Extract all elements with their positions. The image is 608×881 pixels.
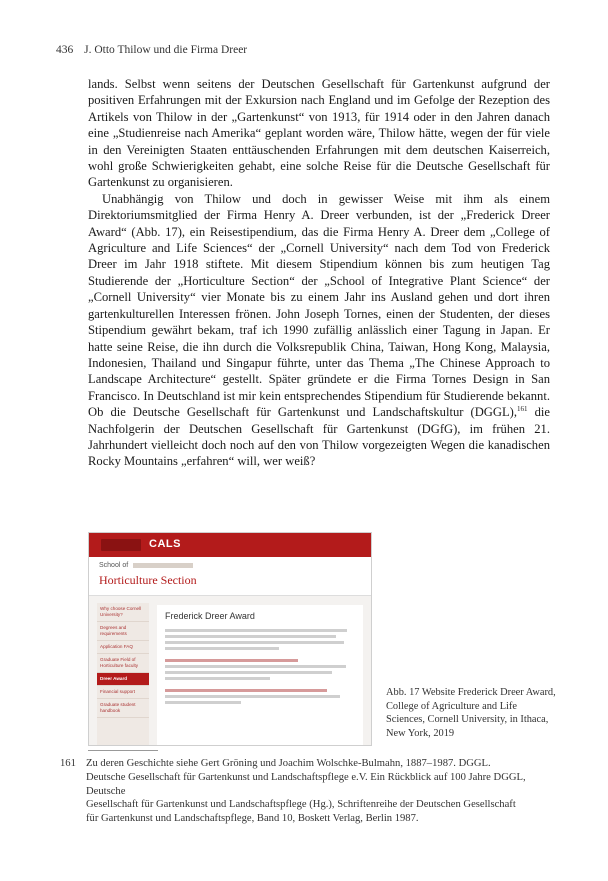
figure-sidebar-item: Why choose Cornell University? <box>97 603 149 622</box>
cornell-logo-icon <box>101 539 141 551</box>
figure-text-line <box>165 629 347 632</box>
running-header <box>56 44 247 56</box>
figure-text-line <box>165 665 346 668</box>
running-title: J. Otto Thilow und die Firma Dreer <box>84 44 248 56</box>
figure-sidebar-item-active: Dreer Award <box>97 673 149 686</box>
paragraph-2-text: Unabhängig von Thilow und doch in gewisser Weise mit ihm als einem Direktoriumsmitglied der Firma Henry A. Dreer verbunden, ist der „Frederick Dreer Award“ (Abb. 17), ein Reisestipendium, das die Firma Henry A. Dreer dem „College of Agriculture and Life Sciences“ der „Cornell University“ nach dem Tod von Frederick Dreer im Jahr 1918 stiftete. Mit diesem Stipendium können bis zum heutigen Tag Studierende der „Horticulture Section“ der „School of Integrative Plant Science“ der „Cornell University“ vier Monate bis zu einem Jahr ins Ausland gehen und dort ihren gartenkulturellen Interessen frönen. John Joseph Tornes, einen der Studenten, der dieses Stipendium gewährt bekam, traf ich 1990 zufällig anlässlich einer Tagung in Japan. Er hatte seine Reise, die ihn durch die Volksrepublik China, Taiwan, Hong Kong, Malaysia, Indonesien, Thailand und Singapur führte, unter das Thema „The Chinese Approach to Landscape Architecture“ gestellt. Später gründete er die Firma Tornes Design in San Francisco. In Deutschland ist mir kein entsprechendes Stipendium für Studierende bekannt. Ob die Deutsche Gesellschaft für Gartenkunst und Landschaftskultur (DGGL), <box>88 191 550 420</box>
page-number: 436 <box>56 44 74 56</box>
figure-sidebar-item: Degrees and requirements <box>97 622 149 641</box>
paragraph-1: lands. Selbst wenn seitens der Deutschen Gesellschaft für Gartenkunst aufgrund der positiven Erfahrungen mit der Exkursion nach England und im Gefolge der Rezeption des Artikels von Thilow in der „Gartenkunst“ von 1913, für 1914 oder in den Jahren danach eine „Studienreise nach Amerika“ geplant worden wäre, Thilow hätte, wegen der für viele in den Vereinigten Staaten enttäuschenden Erfahrungen mit dem deutschen Kaiserreich, wohl große Schwierigkeiten gehabt, eine solche Reise für die Deutsche Gesellschaft für Gartenkunst zu organisieren. <box>88 77 550 190</box>
footnote-text: Zu deren Geschichte siehe Gert Gröning und Joachim Wolschke-Bulmahn, 1887–1987. DGGL. <box>86 758 491 769</box>
figure-sidebar <box>97 603 149 745</box>
figure-website-screenshot <box>88 532 372 746</box>
footnote-line: Gesellschaft für Gartenkunst und Landschaftspflege (Hg.), Schriftenreihe der Deutschen Gesellschaft <box>86 799 516 811</box>
footnote-line: Deutsche Gesellschaft für Gartenkunst und Landschaftspflege e.V. Ein Rückblick auf 100 Jahre DGGL, Deutsche <box>86 771 526 797</box>
footnote-number: 161 <box>60 758 76 769</box>
figure-content <box>157 605 363 745</box>
figure-sidebar-item: Graduate student handbook <box>97 699 149 718</box>
figure-school-label: School of <box>99 562 129 569</box>
figure-text-line <box>165 635 336 638</box>
footnote-ref[interactable]: 161 <box>517 404 528 413</box>
figure-text-line <box>165 647 279 650</box>
footnote-line <box>60 757 552 771</box>
figure-text-line <box>165 641 344 644</box>
figure-text-line <box>165 689 327 692</box>
figure-sidebar-item: Financial support <box>97 686 149 699</box>
paragraph-2 <box>88 191 550 470</box>
figure-text-line <box>165 677 270 680</box>
paragraph-2-tail: die Nachfolgerin der Deutschen Gesellschaft für Gartenkunst (DGfG), im frühen 21. Jahrhundert vielleicht doch noch auf den von Thilow vorgezeigten Wegen die kanadischen Rocky Mountains „erfahren“ will, wer weiß? <box>88 405 550 469</box>
footnote-line: für Gartenkunst und Landschaftspflege, Band 10, Boskett Verlag, Berlin 1987. <box>86 813 419 825</box>
figure-sidebar-item: Application FAQ <box>97 641 149 654</box>
figure-school-name-blur <box>133 563 193 568</box>
footnote-divider <box>88 750 158 751</box>
footnote <box>60 757 552 826</box>
figure-text-line <box>165 701 241 704</box>
figure-text-line <box>165 659 298 662</box>
figure-section-title: Horticulture Section <box>99 573 197 587</box>
figure-section-band <box>89 557 371 596</box>
figure-brand: CALS <box>149 538 181 550</box>
figure-caption: Abb. 17 Website Frederick Dreer Award, College of Agriculture and Life Sciences, Cornell University, in Ithaca, New York, 2019 <box>386 687 556 739</box>
figure-top-bar <box>89 533 371 557</box>
figure-text-line <box>165 671 332 674</box>
body-text <box>88 76 550 470</box>
figure-sidebar-item: Graduate Field of Horticulture faculty <box>97 654 149 673</box>
figure-page-heading: Frederick Dreer Award <box>165 611 255 621</box>
figure-text-line <box>165 695 340 698</box>
